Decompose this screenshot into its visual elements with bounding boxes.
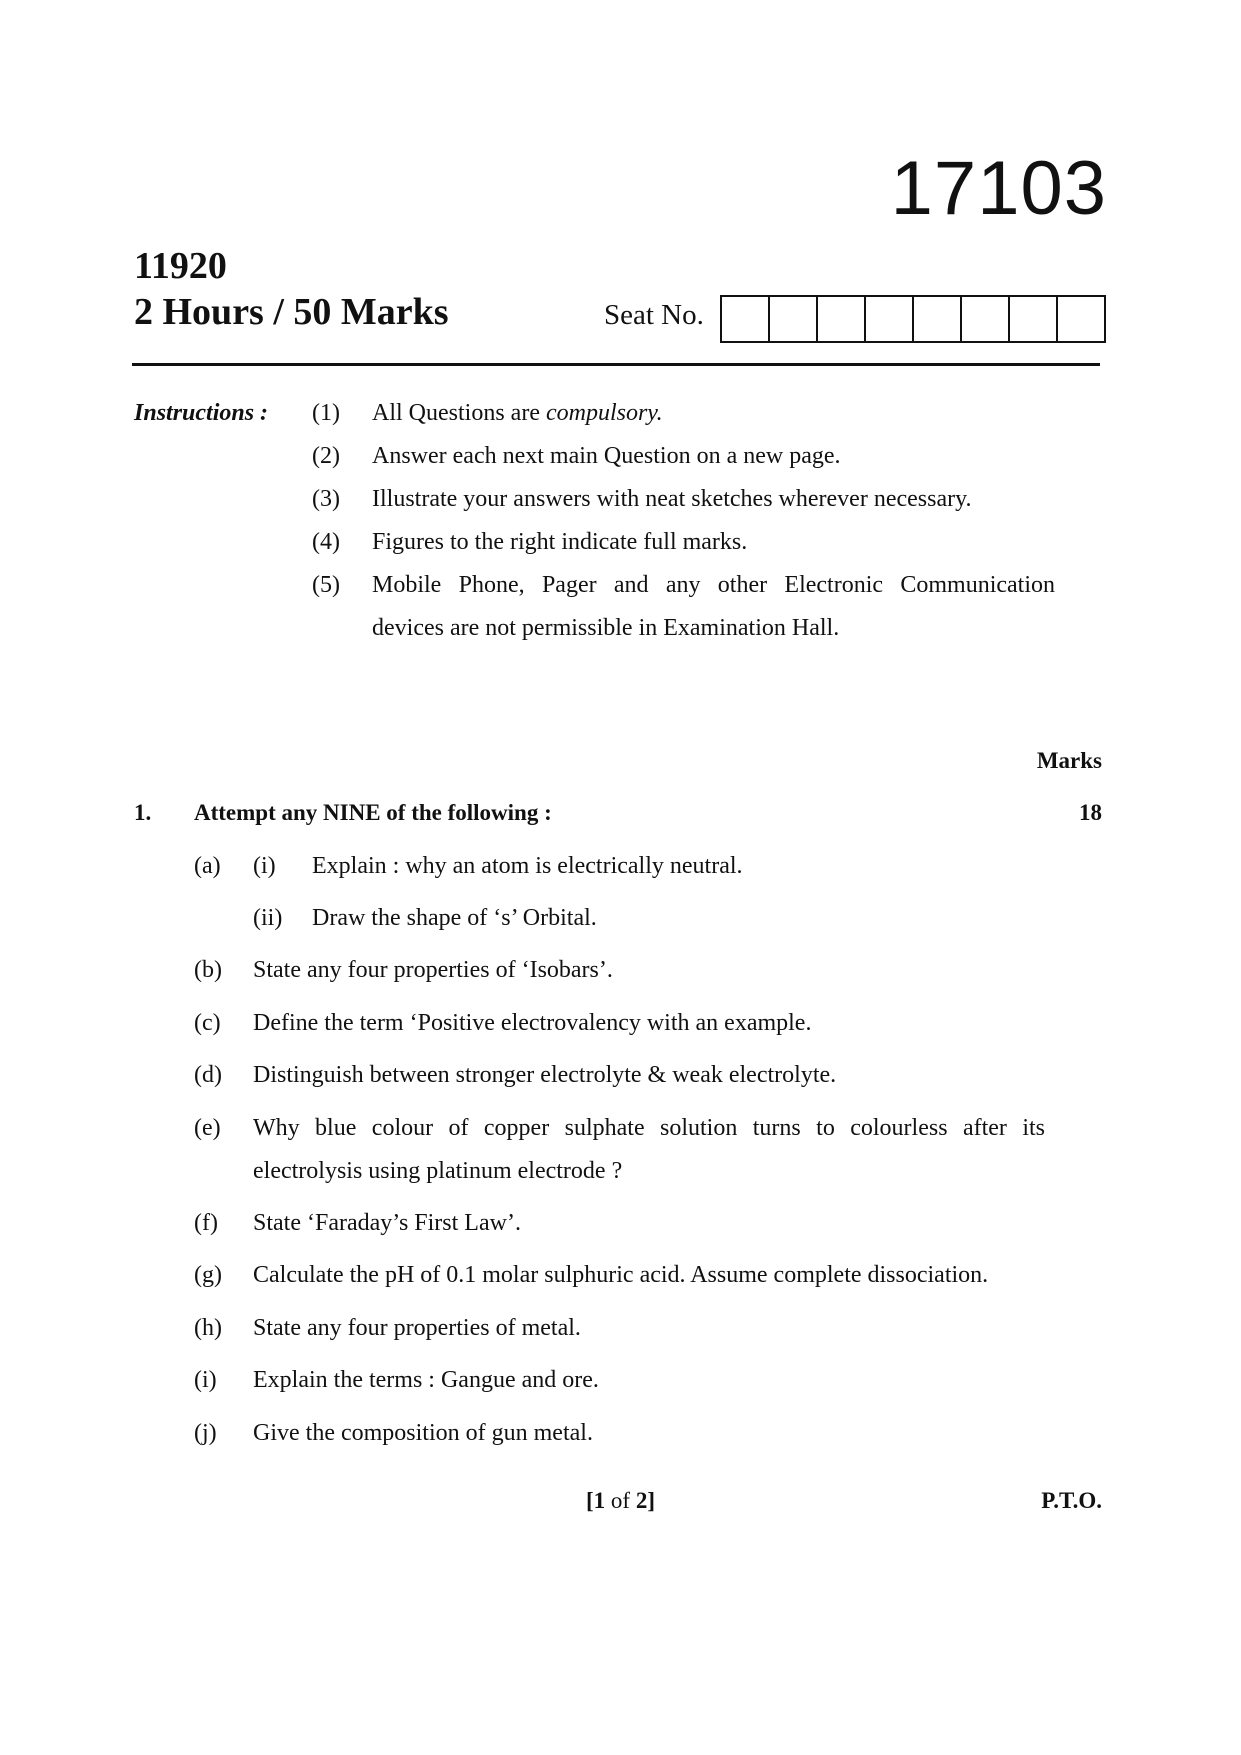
question-title: Attempt any NINE of the following :	[194, 800, 552, 825]
part-label: (i)	[194, 1367, 217, 1393]
subpart-label: (ii)	[253, 905, 283, 931]
instruction-number: (1)	[312, 400, 340, 426]
instruction-text-continued: devices are not permissible in Examination Hall.	[372, 615, 840, 641]
question-number: 1.	[134, 800, 152, 825]
part-text: Why blue colour of copper sulphate solution turns to colourless after its	[253, 1115, 1045, 1141]
page-bracket: ]	[647, 1488, 655, 1513]
seat-cell[interactable]	[1010, 297, 1058, 341]
please-turn-over: P.T.O.	[1041, 1488, 1102, 1513]
paper-code: 17103	[890, 146, 1107, 231]
seat-cell[interactable]	[962, 297, 1010, 341]
part-label: (j)	[194, 1420, 217, 1446]
part-text: Give the composition of gun metal.	[253, 1420, 593, 1446]
part-text: Calculate the pH of 0.1 molar sulphuric acid. Assume complete dissociation.	[253, 1262, 989, 1288]
subpart-text: Draw the shape of ‘s’ Orbital.	[312, 905, 597, 931]
part-label: (a)	[194, 853, 221, 879]
part-text: Explain the terms : Gangue and ore.	[253, 1367, 599, 1393]
instruction-text-part: All Questions are	[372, 400, 546, 426]
seat-cell[interactable]	[770, 297, 818, 341]
page-of: of	[605, 1488, 636, 1513]
instruction-number: (4)	[312, 529, 340, 555]
part-label: (f)	[194, 1210, 218, 1236]
instruction-emphasis: compulsory.	[545, 400, 663, 426]
part-label: (g)	[194, 1262, 222, 1288]
part-label: (e)	[194, 1115, 221, 1141]
seat-cell[interactable]	[866, 297, 914, 341]
instruction-text	[372, 400, 1055, 427]
seat-cell[interactable]	[722, 297, 770, 341]
part-text: Distinguish between stronger electrolyte & weak electrolyte.	[253, 1062, 837, 1088]
header-divider	[132, 363, 1100, 366]
part-label: (h)	[194, 1315, 222, 1341]
instruction-text: Figures to the right indicate full marks.	[372, 529, 748, 555]
seat-cell[interactable]	[1058, 297, 1104, 341]
instruction-number: (3)	[312, 486, 340, 512]
part-text: State any four properties of metal.	[253, 1315, 581, 1341]
question-marks: 18	[1079, 800, 1102, 825]
instruction-text: Answer each next main Question on a new page.	[372, 443, 841, 469]
exam-code: 11920	[134, 245, 227, 287]
part-label: (b)	[194, 957, 222, 983]
page-current: 1	[593, 1488, 606, 1513]
seat-label: Seat No.	[604, 299, 704, 331]
instruction-text: Illustrate your answers with neat sketches wherever necessary.	[372, 486, 972, 512]
seat-number-boxes[interactable]	[720, 295, 1106, 343]
seat-cell[interactable]	[818, 297, 866, 341]
marks-column-heading: Marks	[1036, 748, 1102, 773]
page-total: 2	[635, 1488, 648, 1513]
duration-marks: 2 Hours / 50 Marks	[134, 291, 449, 333]
subpart-label: (i)	[253, 853, 276, 879]
page-bracket: [	[585, 1488, 594, 1513]
part-text-continued: electrolysis using platinum electrode ?	[253, 1158, 623, 1184]
part-label: (d)	[194, 1062, 222, 1088]
instruction-number: (5)	[312, 572, 340, 598]
subpart-text: Explain : why an atom is electrically neutral.	[312, 853, 743, 879]
part-text: State any four properties of ‘Isobars’.	[253, 957, 613, 983]
seat-cell[interactable]	[914, 297, 962, 341]
part-text: Define the term ‘Positive electrovalency with an example.	[253, 1010, 812, 1036]
instruction-number: (2)	[312, 443, 340, 469]
instruction-text: Mobile Phone, Pager and any other Electronic Communication	[372, 572, 1055, 598]
part-label: (c)	[194, 1010, 221, 1036]
instructions-heading: Instructions :	[134, 400, 269, 426]
part-text: State ‘Faraday’s First Law’.	[253, 1210, 521, 1236]
